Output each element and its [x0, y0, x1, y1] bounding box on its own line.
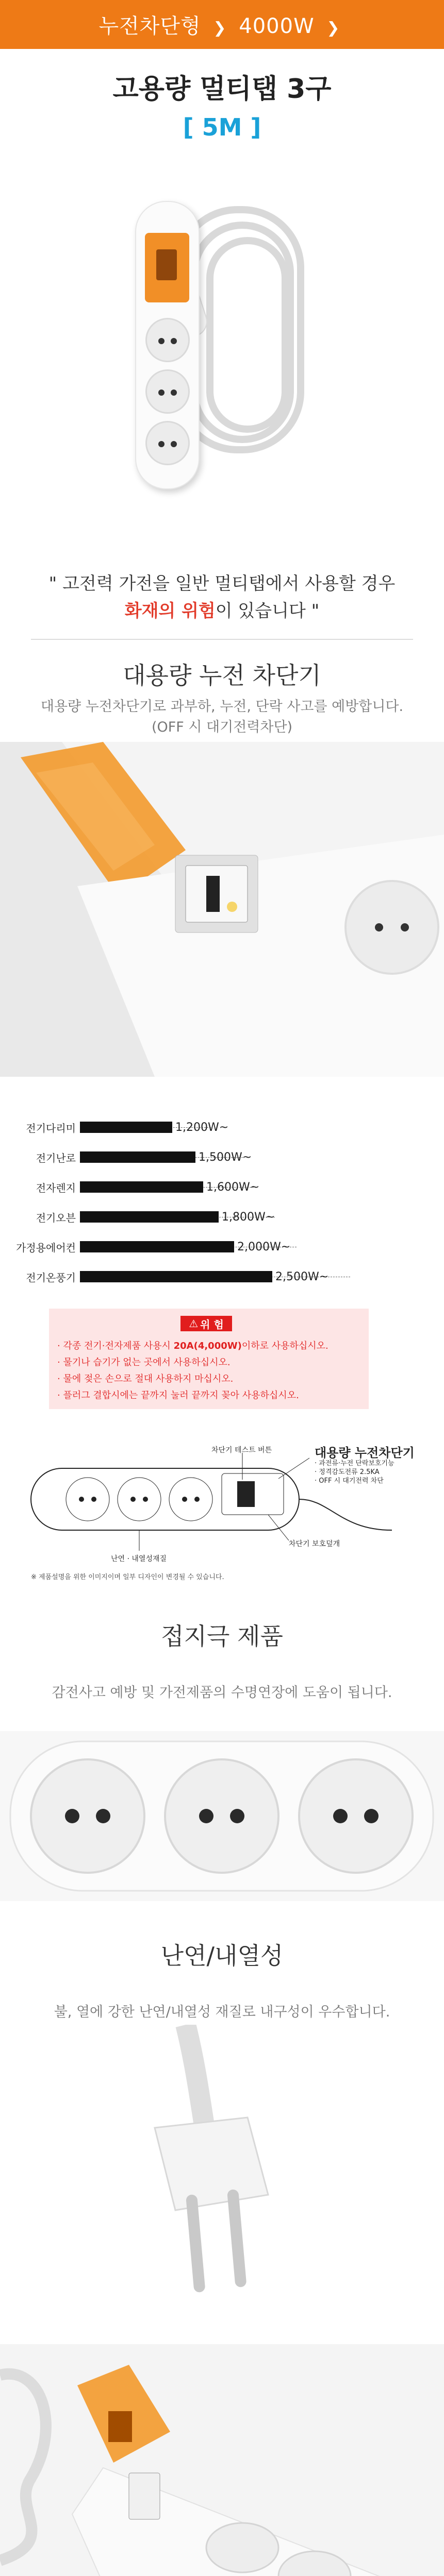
chart-row: [8, 1178, 259, 1196]
chart-bar: [80, 1151, 195, 1163]
chart-value-label: 1,800W~: [222, 1210, 275, 1224]
grounded-socket-photo: [0, 1731, 444, 1901]
product-photo: [0, 144, 444, 531]
diagram-footnote: ※ 제품설명을 위한 이미지이며 일부 디자인이 변경될 수 있습니다.: [31, 1573, 224, 1581]
chart-category-label: 전기다리미: [26, 1122, 76, 1134]
warning-icon: ⚠: [189, 1317, 199, 1330]
warning-item-4: · 플러그 결합시에는 끝까지 눌러 끝까지 꽂아 사용하십시오.: [57, 1390, 299, 1401]
leak-section-title: 대용량 누전 차단기: [123, 662, 321, 689]
warning-box: [49, 1309, 369, 1409]
chart-bar: [80, 1122, 172, 1133]
header-label: [99, 10, 346, 39]
chart-category-label: 전기온풍기: [26, 1271, 76, 1284]
power-strip-angle-photo: [0, 2344, 444, 2576]
header-banner: [0, 0, 444, 49]
chart-value-label: 1,500W~: [199, 1150, 252, 1164]
leak-section-desc: [0, 697, 444, 738]
quote-rest-text: 이 있습니다 ": [215, 601, 320, 621]
chevron-right-icon: ❯: [213, 19, 227, 37]
chart-value-label: 2,500W~: [275, 1270, 329, 1283]
diagram-test-button-label: 차단기 테스트 버튼: [211, 1446, 272, 1454]
socket-icon: [145, 318, 190, 362]
chart-value-label: 2,000W~: [237, 1240, 291, 1253]
flame-desc: 불, 열에 강한 난연/내열성 재질로 내구성이 우수합니다.: [54, 2004, 390, 2020]
plug-photo: [0, 2025, 444, 2313]
leak-section-heading: [0, 657, 444, 691]
diagram-notes: · 과전류·누전 단락보호기능 · 정격감도전류 2.5KA · OFF 시 대기전력 차단: [315, 1460, 394, 1485]
quote-danger-text: 화재의 위험: [124, 601, 216, 621]
socket-icon: [145, 421, 190, 465]
diagram-material-label: 난연 · 내열성재질: [111, 1555, 167, 1563]
quote-line-1: " 고전력 가전을 일반 멀티탭에서 사용할 경우: [48, 573, 396, 594]
chart-row: [8, 1238, 290, 1256]
breaker-closeup-photo: [0, 742, 444, 1077]
chart-category-label: 전기오븐: [36, 1211, 76, 1224]
breaker-switch-image: [145, 233, 189, 302]
power-strip-angle-illustration: [0, 2344, 444, 2576]
warning-header: [180, 1316, 232, 1331]
socket-strip-illustration: [0, 1731, 444, 1901]
diagram-heading: 대용량 누전차단기: [315, 1446, 415, 1460]
chart-bar: [80, 1241, 234, 1252]
socket-icon: [145, 369, 190, 414]
warning-item-1: · 각종 전기·전자제품 사용시 20A(4,000W)이하로 사용하십시오.: [57, 1341, 328, 1351]
ground-section: [0, 1618, 444, 1703]
warning-item-2: · 물기나 습기가 없는 곳에서 사용하십시오.: [57, 1357, 231, 1368]
header-label-left: 누전차단형: [98, 14, 201, 38]
power-strip-image: [135, 201, 200, 489]
chart-value-label: 1,200W~: [175, 1121, 229, 1134]
chart-bar: [80, 1181, 203, 1193]
chart-row: [8, 1118, 228, 1137]
ground-title: 접지극 제품: [161, 1622, 283, 1650]
product-length: [ 5M ]: [183, 113, 261, 141]
header-label-right: 4000W: [239, 14, 315, 38]
product-title: 고용량 멀티탭 3구: [112, 74, 332, 105]
chevron-right-icon: ❯: [326, 19, 340, 37]
plug-illustration: [0, 2025, 444, 2313]
divider: [31, 639, 413, 640]
chart-category-label: 전자렌지: [36, 1181, 76, 1194]
chart-bar: [80, 1271, 272, 1282]
chart-value-label: 1,600W~: [206, 1180, 260, 1194]
chart-row: [8, 1208, 275, 1226]
quote-line-2: [0, 597, 444, 622]
chart-category-label: 전기난로: [36, 1151, 76, 1164]
leak-desc-line-2: (OFF 시 대기전력차단): [151, 719, 293, 735]
breaker-closeup-illustration: [0, 742, 444, 1077]
ground-desc: 감전사고 예방 및 가전제품의 수명연장에 도움이 됩니다.: [52, 1685, 392, 1701]
cord-loop: [206, 237, 289, 433]
warning-item-3: · 물에 젖은 손으로 절대 사용하지 마십시오.: [57, 1374, 234, 1384]
warning-header-text: 위 험: [200, 1318, 224, 1331]
leak-desc-line-1: 대용량 누전차단기로 과부하, 누전, 단락 사고를 예방합니다.: [40, 699, 404, 715]
chart-bar: [80, 1211, 219, 1223]
chart-category-label: 가정용에어컨: [16, 1241, 76, 1254]
diagram-cover-label: 차단기 보호덮개: [289, 1540, 340, 1548]
product-diagram: [0, 1432, 444, 1587]
flame-title: 난연/내열성: [160, 1942, 284, 1970]
flame-section: [0, 1937, 444, 2023]
chart-row: [8, 1267, 328, 1286]
chart-row: [8, 1148, 252, 1166]
